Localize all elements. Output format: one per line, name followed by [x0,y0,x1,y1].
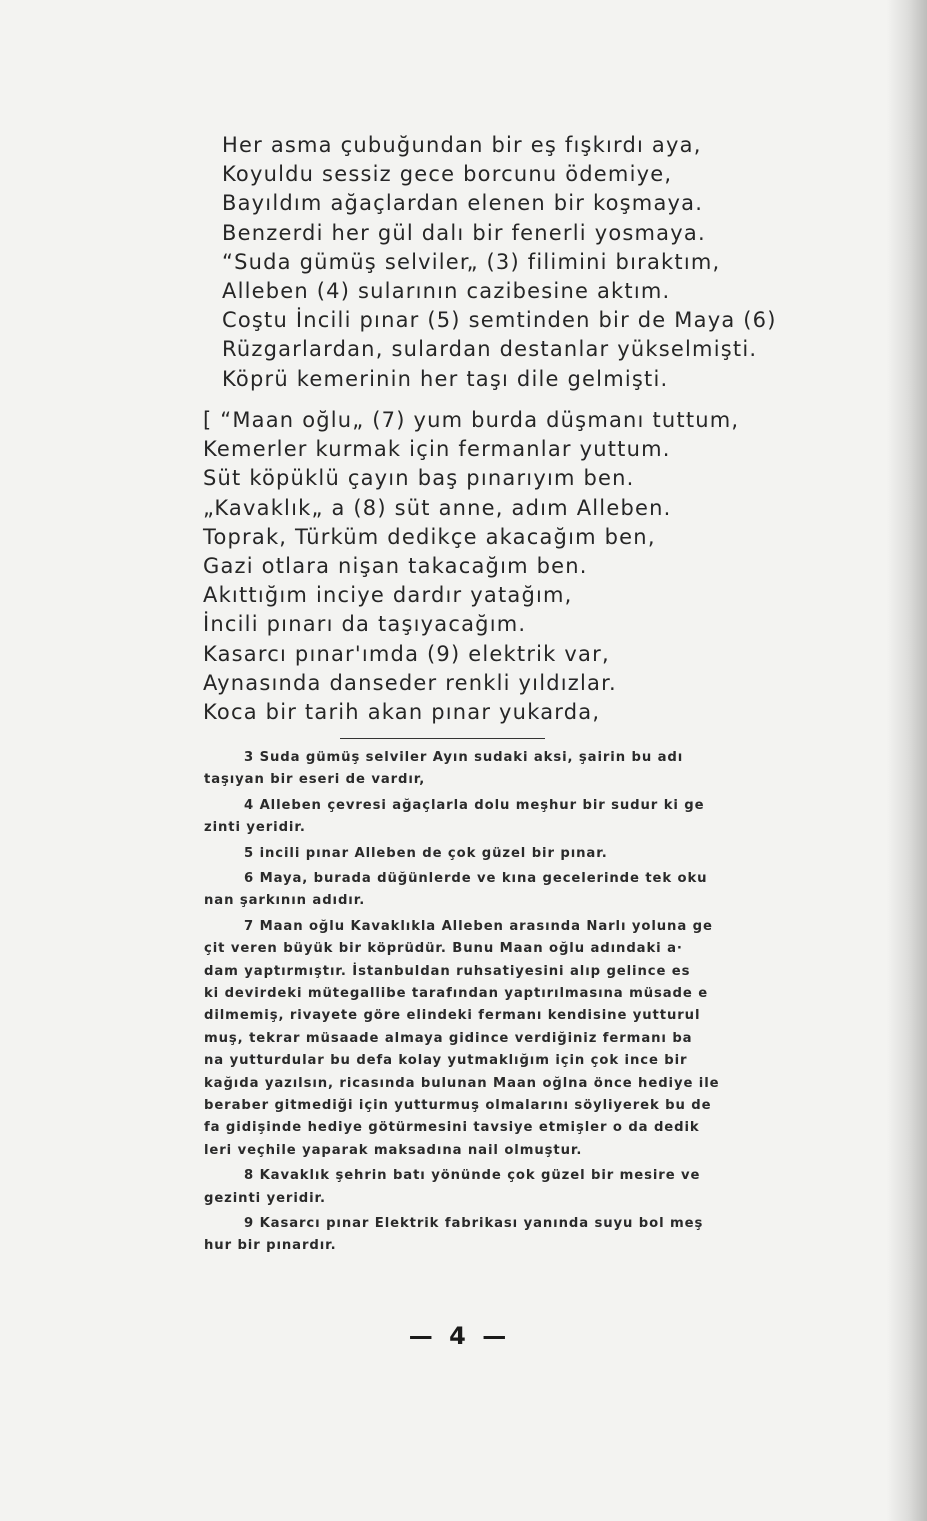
poem-line: Koyuldu sessiz gece borcunu ödemiye, [222,162,673,187]
footnote-line: nan şarkının adıdır. [204,893,366,909]
footnote-line-first: 5 incili pınar Alleben de çok güzel bir pınar. [244,845,608,861]
page-edge-shadow [887,0,927,1521]
poem-line: Coştu İncili pınar (5) semtinden bir de Maya (6) [222,308,777,333]
footnote-line-first: 8 Kavaklık şehrin batı yönünde çok güzel bir mesire ve [244,1168,701,1184]
footnote-line: kağıda yazılsın, ricasında bulunan Maan oğlna önce hediye ile [204,1075,720,1091]
poem-line: Alleben (4) sularının cazibesine aktım. [222,279,671,303]
footnote-line-first: 7 Maan oğlu Kavaklıkla Alleben arasında Narlı yoluna ge [244,918,713,934]
footnote-line: leri veçhile yaparak maksadına nail olmuştur. [204,1142,583,1158]
footnote-line-first: 3 Suda gümüş selviler Ayın sudaki aksi, şairin bu adı [244,750,684,765]
poem-line: Süt köpüklü çayın baş pınarıyım ben. [203,466,635,491]
footnote-line: na yutturdular bu defa kolay yutmaklığım için çok ince bir [204,1053,688,1069]
footnote-line: taşıyan bir eseri de vardır, [204,772,426,788]
footnote-line-first: 9 Kasarcı pınar Elektrik fabrikası yanında suyu bol meş [244,1216,704,1231]
poem-line: Koca bir tarih akan pınar yukarda, [203,700,601,724]
poem-line: Kemerler kurmak için fermanlar yuttum. [203,437,671,462]
poem-line: “Suda gümüş selviler„ (3) filimini bıraktım, [222,249,721,274]
poem-line: Her asma çubuğundan bir eş fışkırdı aya, [222,133,702,157]
poem-line: „Kavaklık„ a (8) süt anne, adım Alleben. [203,495,672,520]
poem-line: Rüzgarlardan, sulardan destanlar yükselmişti. [222,337,758,362]
footnote-line: beraber gitmediği için yutturmuş olmalarını söyliyerek bu de [204,1098,712,1113]
footnote-line: hur bir pınardır. [204,1238,337,1254]
footnote-line: gezinti yeridir. [204,1190,326,1206]
footnote-line: zinti yeridir. [204,820,306,836]
footnote-line-first: 4 Alleben çevresi ağaçlarla dolu meşhur bir sudur ki ge [244,797,705,813]
footnote-line: fa gidişinde hediye götürmesini tavsiye etmişler o da dedik [204,1120,700,1136]
poem-line: Köprü kemerinin her taşı dile gelmişti. [222,366,669,391]
poem-line: İncili pınarı da taşıyacağım. [203,612,527,637]
poem-line: Gazi otlara nişan takacağım ben. [203,554,588,578]
poem-line: Akıttığım inciye dardır yatağım, [203,583,573,608]
footnote-separator [340,738,545,739]
poem-line: Benzerdi her gül dalı bir fenerli yosmaya. [222,220,706,245]
footnote-line: dilmemiş, rivayete göre elindeki fermanı kendisine yutturul [204,1008,701,1024]
poem-line: [ “Maan oğlu„ (7) yum burda düşmanı tuttum, [203,408,740,432]
page-number: — 4 — [408,1322,511,1350]
footnote-line: dam yaptırmıştır. İstanbuldan ruhsatiyesini alıp gelince es [204,963,691,979]
poem-line: Kasarcı pınar'ımda (9) elektrik var, [203,641,610,666]
poem-line: Bayıldım ağaçlardan elenen bir koşmaya. [222,191,704,216]
footnote-line: ki devirdeki mütegallibe tarafından yaptırılmasına müsade e [204,986,709,1001]
poem-line: Toprak, Türküm dedikçe akacağım ben, [203,524,656,549]
footnote-line: muş, tekrar müsaade almaya gidince verdiğiniz fermanı ba [204,1030,693,1046]
poem-line: Aynasında danseder renkli yıldızlar. [203,670,617,695]
footnote-line: çit veren büyük bir köprüdür. Bunu Maan oğlu adındaki a· [204,941,683,957]
footnote-line-first: 6 Maya, burada düğünlerde ve kına gecelerinde tek oku [244,871,708,886]
